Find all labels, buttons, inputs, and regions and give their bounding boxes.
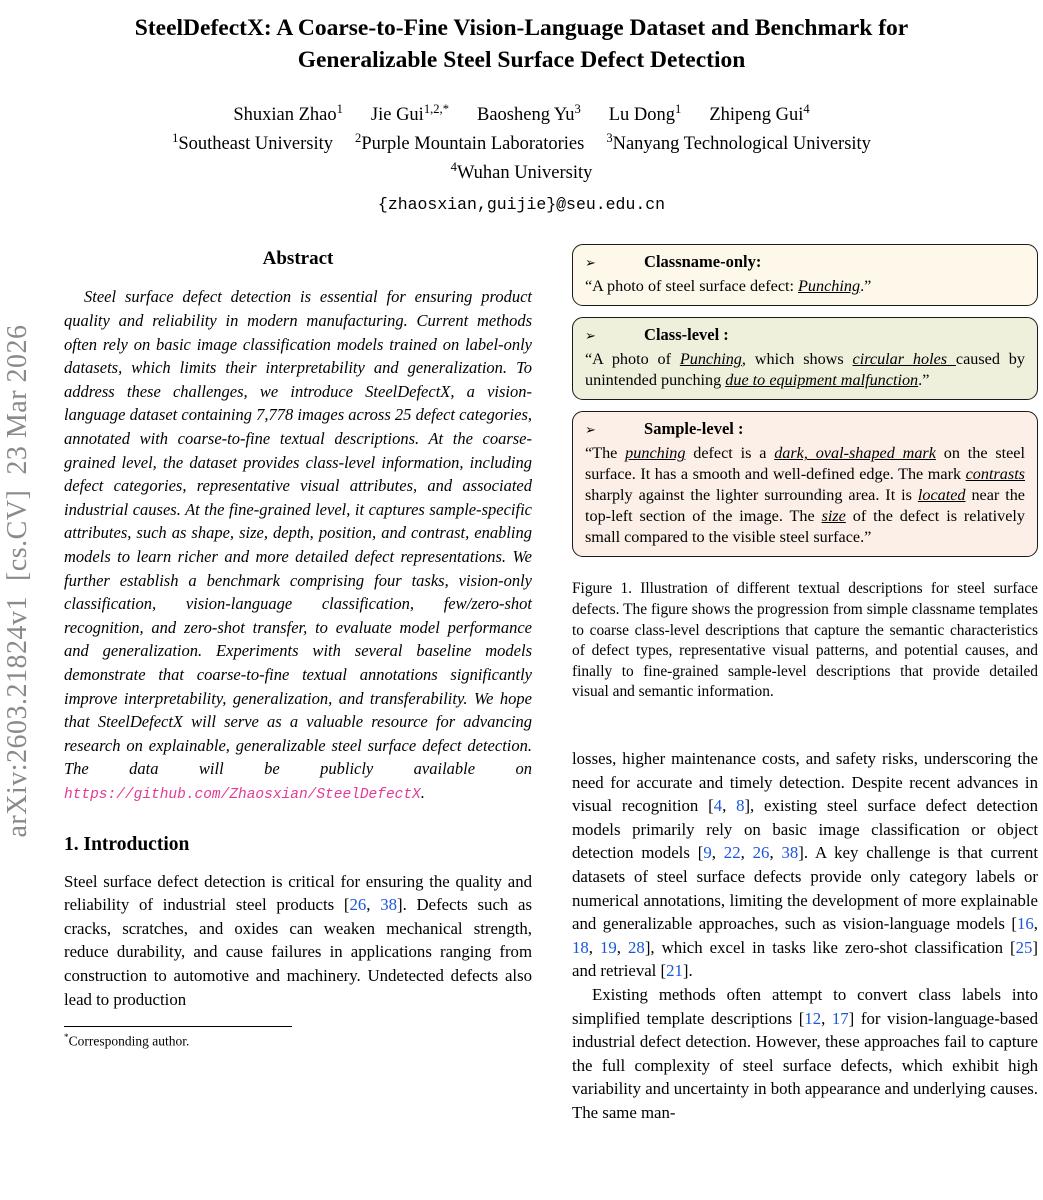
text-segment: , which shows — [741, 350, 853, 369]
affiliation — [450, 160, 593, 184]
text-segment: .” — [918, 371, 930, 390]
emphasized-attribute-text: circular holes — [852, 350, 956, 369]
text-segment: ]. — [682, 961, 693, 981]
footnote-block — [64, 1026, 532, 1050]
text-segment: “A photo of steel surface defect: — [585, 277, 799, 296]
text-segment: caused by unintended punching — [585, 350, 1025, 390]
arrow-bullet-icon: ➢ — [585, 329, 596, 345]
citation-link[interactable]: 38 — [380, 895, 397, 915]
author — [370, 102, 449, 126]
citation-link[interactable]: 28 — [628, 937, 645, 957]
arrow-bullet-icon: ➢ — [585, 256, 596, 272]
text-segment: , — [1033, 914, 1038, 934]
author — [709, 102, 810, 126]
author-list — [0, 102, 1043, 126]
text-segment: , — [366, 895, 381, 915]
body-paragraph — [572, 983, 1038, 1125]
text-segment: losses, higher maintenance costs, and safety risks, underscoring the need for accurate and timely detection. Despite recent advances in visual recognition [ — [572, 749, 1038, 816]
citation-link[interactable]: 8 — [736, 796, 745, 816]
emphasized-attribute-text: size — [821, 507, 846, 526]
superscript-marker: * — [64, 1032, 69, 1043]
author-affiliation-marker: 1,2,* — [423, 102, 449, 116]
affiliation-name: Southeast University — [178, 134, 334, 155]
emphasized-attribute-text: dark, oval-shaped mark — [774, 444, 936, 463]
affiliation-name: Wuhan University — [456, 163, 593, 184]
text-segment: defect is a — [685, 444, 775, 463]
affiliation — [355, 131, 585, 155]
footnote-divider — [64, 1026, 292, 1027]
left-column — [64, 244, 532, 1124]
emphasized-attribute-text: due to equipment malfunction — [725, 371, 919, 390]
author-name: Shuxian Zhao — [233, 105, 337, 126]
text-segment: , — [740, 843, 753, 863]
emphasized-attribute-text: Punching — [679, 350, 742, 369]
affiliation-name: Purple Mountain Laboratories — [361, 134, 585, 155]
text-segment: ]. Defects such as cracks, scratches, and oxides can weaken mechanical strength, reduce durability, and cause failures in applications ranging from construction to automotive and machinery. Undetected defects also lead to production — [64, 895, 533, 1009]
citation-link[interactable]: 26 — [349, 895, 367, 915]
citation-link[interactable]: 4 — [713, 796, 723, 816]
citation-link[interactable]: 9 — [703, 843, 712, 863]
text-segment: . — [420, 782, 425, 802]
title-line-1: SteelDefectX: A Coarse-to-Fine Vision-Language Dataset and Benchmark for — [134, 15, 909, 41]
figure-1-caption: Figure 1. Illustration of different textual descriptions for steel surface defects. The figure shows the progression from simple classname templates to coarse class-level descriptions that capture the semantic characteristics of defect types, representative visual patterns, and potential causes, and finally to fine-grained sample-level descriptions that provide detailed visual and semantic information. — [572, 580, 1038, 701]
contact-email: {zhaosxian,guijie}@seu.edu.cn — [377, 195, 666, 215]
text-segment: of the defect is relatively small compared to the visible steel surface.” — [585, 507, 1025, 547]
author-affiliation-marker: 1 — [336, 102, 343, 116]
text-segment: Steel surface defect detection is essential for ensuring product quality and reliability in modern manufacturing. Current methods often rely on basic image classification models trained on label-only datasets, which limits their interpretability and generalization. To address these challenges, we introduce SteelDefectX, a vision-language dataset containing 7,778 images across 25 defect categories, annotated with coarse-to-fine textual descriptions. At the coarse-grained level, the dataset provides class-level information, including defect categories, representative visual attributes, and associated industrial causes. At the fine-grained level, it captures sample-specific attributes, such as shape, size, depth, position, and contrast, enabling models to learn richer and more detailed defect representations. We further establish a benchmark comprising four tasks, vision-only classification, vision-language classification, few/zero-shot recognition, and zero-shot transfer, to evaluate model performance and generalization. Experiments with several baseline models demonstrate that coarse-to-fine textual annotations significantly improve interpretability, generalization, and transferability. We hope that SteelDefectX will serve as a valuable resource for advancing research on explainable, generalizable steel surface defect detection. The data will be publicly available on — [64, 287, 532, 779]
two-column-layout — [0, 244, 1043, 1124]
text-segment: , — [821, 1008, 832, 1028]
affiliation-marker: 1 — [172, 131, 179, 146]
figure-box-title: Class-level : — [644, 325, 729, 345]
figure-box-text — [585, 443, 1025, 548]
paper-title — [0, 0, 1043, 76]
figure-box-sample-level — [572, 411, 1038, 557]
text-segment: , — [588, 937, 601, 957]
figure-box-classname-only — [572, 244, 1038, 306]
abstract-text — [64, 285, 532, 807]
citation-link[interactable]: 17 — [831, 1008, 849, 1028]
text-segment: ] and retrieval [ — [572, 937, 1038, 981]
citation-link[interactable]: 18 — [572, 937, 589, 957]
text-segment: “A photo of — [585, 350, 680, 369]
arrow-bullet-icon: ➢ — [585, 423, 596, 439]
text-segment: Existing methods often attempt to convert class labels into simplified template descriptions [ — [572, 984, 1038, 1028]
author — [608, 102, 682, 126]
repository-url-link[interactable]: https://github.com/Zhaosxian/SteelDefectX — [64, 786, 421, 803]
text-segment: Steel surface defect detection is critical for ensuring the quality and reliability of industrial steel products [ — [64, 871, 532, 915]
affiliation-marker: 4 — [450, 160, 457, 175]
affiliation-name: Nanyang Technological University — [612, 134, 871, 155]
section-heading-introduction: 1. Introduction — [64, 833, 190, 855]
text-segment: sharply against the lighter surrounding area. It is — [585, 486, 918, 505]
citation-link[interactable]: 26 — [752, 843, 770, 863]
body-paragraph — [572, 747, 1038, 983]
emphasized-attribute-text: Punching — [798, 277, 861, 296]
affiliation — [606, 131, 871, 155]
text-segment: Corresponding author. — [68, 1033, 190, 1049]
author-affiliation-marker: 4 — [803, 102, 810, 116]
text-segment: , — [769, 843, 782, 863]
affiliation-list-line2 — [0, 160, 1043, 184]
citation-link[interactable]: 22 — [723, 843, 741, 863]
affiliation — [172, 131, 334, 155]
right-column — [572, 244, 1038, 1124]
figure-box-title: Sample-level : — [644, 419, 744, 439]
text-segment: ] for vision-language-based industrial defect detection. However, these approaches fail to capture the full complexity of steel surface defects, which exhibit high variability and uncertainty in both appearance and underlying causes. The same man- — [572, 1008, 1039, 1122]
title-line-2: Generalizable Steel Surface Defect Detection — [297, 47, 746, 73]
affiliation-list — [0, 131, 1043, 155]
figure-box-class-level — [572, 317, 1038, 400]
abstract-heading: Abstract — [262, 248, 334, 270]
citation-link[interactable]: 38 — [781, 843, 799, 863]
text-segment: ], existing steel surface defect detection models primarily rely on basic image classification or object detection models [ — [572, 796, 1038, 863]
text-segment: .” — [860, 277, 872, 296]
author-name: Lu Dong — [608, 105, 676, 126]
arxiv-watermark: arXiv:2603.21824v1 [cs.CV] 23 Mar 2026 — [2, 324, 33, 838]
emphasized-attribute-text: punching — [625, 444, 686, 463]
citation-link[interactable]: 19 — [600, 937, 617, 957]
text-segment: near the top-left section of the image. The — [585, 486, 1025, 526]
figure-box-header — [585, 324, 1025, 348]
affiliation-marker: 2 — [355, 131, 362, 146]
emphasized-attribute-text: located — [917, 486, 966, 505]
author-name: Baosheng Yu — [476, 105, 575, 126]
author-name: Jie Gui — [370, 105, 424, 126]
citation-link[interactable]: 25 — [1015, 937, 1033, 957]
figure-box-text — [585, 349, 1025, 391]
figure-box-header — [585, 418, 1025, 442]
text-segment: , — [711, 843, 724, 863]
author — [233, 102, 343, 126]
citation-link[interactable]: 21 — [666, 961, 683, 981]
text-segment: , — [722, 796, 737, 816]
emphasized-attribute-text: contrasts — [965, 465, 1025, 484]
author — [476, 102, 581, 126]
citation-link[interactable]: 12 — [804, 1008, 822, 1028]
affiliation-marker: 3 — [606, 131, 613, 146]
figure-box-header — [585, 251, 1025, 275]
text-segment: ], which excel in tasks like zero-shot classification [ — [644, 937, 1016, 957]
figure-box-text — [585, 276, 1025, 297]
text-segment: on the steel surface. It has a smooth and well-defined edge. The mark — [585, 444, 1025, 484]
introduction-paragraph — [64, 870, 532, 1012]
author-name: Zhipeng Gui — [709, 105, 804, 126]
corresponding-author-footnote — [64, 1032, 532, 1050]
author-affiliation-marker: 3 — [574, 102, 581, 116]
figure-box-title: Classname-only: — [644, 252, 762, 272]
text-segment: ]. A key challenge is that current datasets of steel surface defects provide only category labels or numerical annotations, limiting the development of more explainable and generalizable approaches, such as vision-language models [ — [572, 843, 1039, 934]
citation-link[interactable]: 16 — [1017, 914, 1034, 934]
text-segment: “The — [585, 444, 626, 463]
author-affiliation-marker: 1 — [675, 102, 682, 116]
text-segment: , — [616, 937, 629, 957]
